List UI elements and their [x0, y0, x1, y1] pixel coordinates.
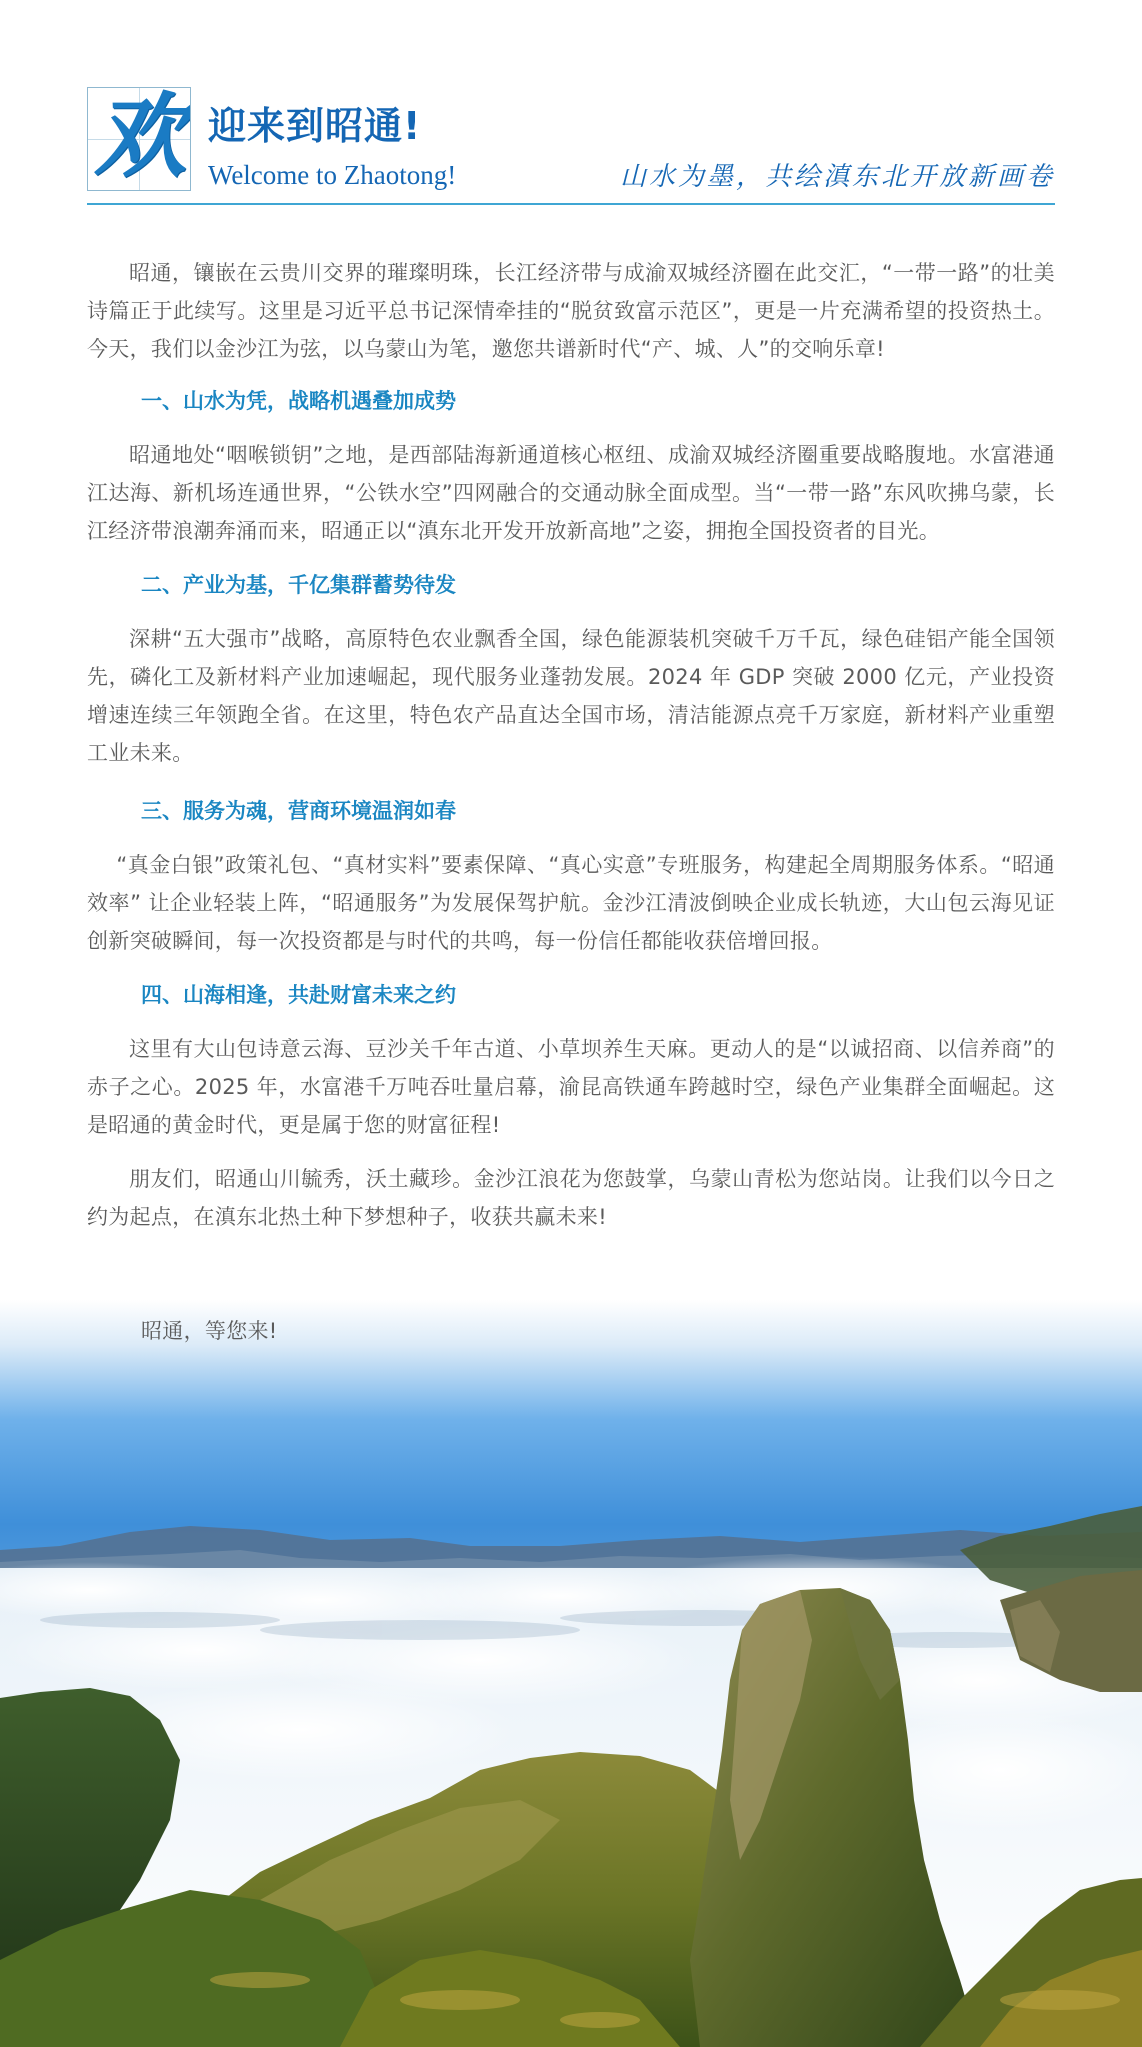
section-heading-2: 二、产业为基，千亿集群蓄势待发: [141, 573, 456, 597]
header-divider: [87, 203, 1055, 205]
slogan: 山水为墨，共绘滇东北开放新画卷: [619, 162, 1055, 192]
section-body-2: 深耕“五大强市”战略，高原特色农业飘香全国，绿色能源装机突破千万千瓦，绿色硅铝产能全国领先，磷化工及新材料产业加速崛起，现代服务业蓬勃发展。2024 年 GDP 突破 2000 亿元，产业投资增速连续三年领跑全省。在这里，特色农产品直达全国市场，清洁能源点亮千万家庭，新材料产业重塑工业未来。: [87, 627, 1055, 765]
section-heading-1: 一、山水为凭，战略机遇叠加成势: [141, 389, 456, 413]
section-heading-4: 四、山海相逢，共赴财富未来之约: [141, 983, 456, 1007]
section-body-1: 昭通地处“咽喉锁钥”之地，是西部陆海新通道核心枢纽、成渝双城经济圈重要战略腹地。水富港通江达海、新机场连通世界，“公铁水空”四网融合的交通动脉全面成型。当“一带一路”东风吹拂乌蒙，长江经济带浪潮奔涌而来，昭通正以“滇东北开发开放新高地”之姿，拥抱全国投资者的目光。: [87, 443, 1055, 543]
signoff: 昭通，等您来!: [141, 1319, 278, 1343]
mountain-sea-of-clouds-photo: [0, 1300, 1142, 2047]
closing-paragraph: 朋友们，昭通山川毓秀，沃土藏珍。金沙江浪花为您鼓掌，乌蒙山青松为您站岗。让我们以今日之约为起点，在滇东北热土种下梦想种子，收获共赢未来!: [87, 1167, 1055, 1229]
page-title-english: Welcome to Zhaotong!: [208, 160, 457, 190]
section-body-4: 这里有大山包诗意云海、豆沙关千年古道、小草坝养生天麻。更动人的是“以诚招商、以信养商”的赤子之心。2025 年，水富港千万吨吞吐量启幕，渝昆高铁通车跨越时空，绿色产业集群全面崛起。这是昭通的黄金时代，更是属于您的财富征程!: [87, 1037, 1055, 1137]
letter-body: [87, 254, 1055, 1236]
section-heading-3: 三、服务为魂，营商环境温润如春: [141, 799, 456, 823]
welcome-logo: [87, 87, 191, 191]
section-body-3: “真金白银”政策礼包、“真材实料”要素保障、“真心实意”专班服务，构建起全周期服务体系。“昭通效率” 让企业轻装上阵，“昭通服务”为发展保驾护航。金沙江清波倒映企业成长轨迹，大山包云海见证创新突破瞬间，每一次投资都是与时代的共鸣，每一份信任都能收获倍增回报。: [87, 853, 1055, 953]
logo-character: 欢: [93, 87, 186, 190]
page-header: [87, 87, 1055, 205]
page-title: 迎来到昭通!: [208, 104, 422, 148]
intro-paragraph: 昭通，镶嵌在云贵川交界的璀璨明珠，长江经济带与成渝双城经济圈在此交汇，“一带一路”的壮美诗篇正于此续写。这里是习近平总书记深情牵挂的“脱贫致富示范区”，更是一片充满希望的投资热土。今天，我们以金沙江为弦，以乌蒙山为笔，邀您共谱新时代“产、城、人”的交响乐章!: [87, 261, 1055, 361]
